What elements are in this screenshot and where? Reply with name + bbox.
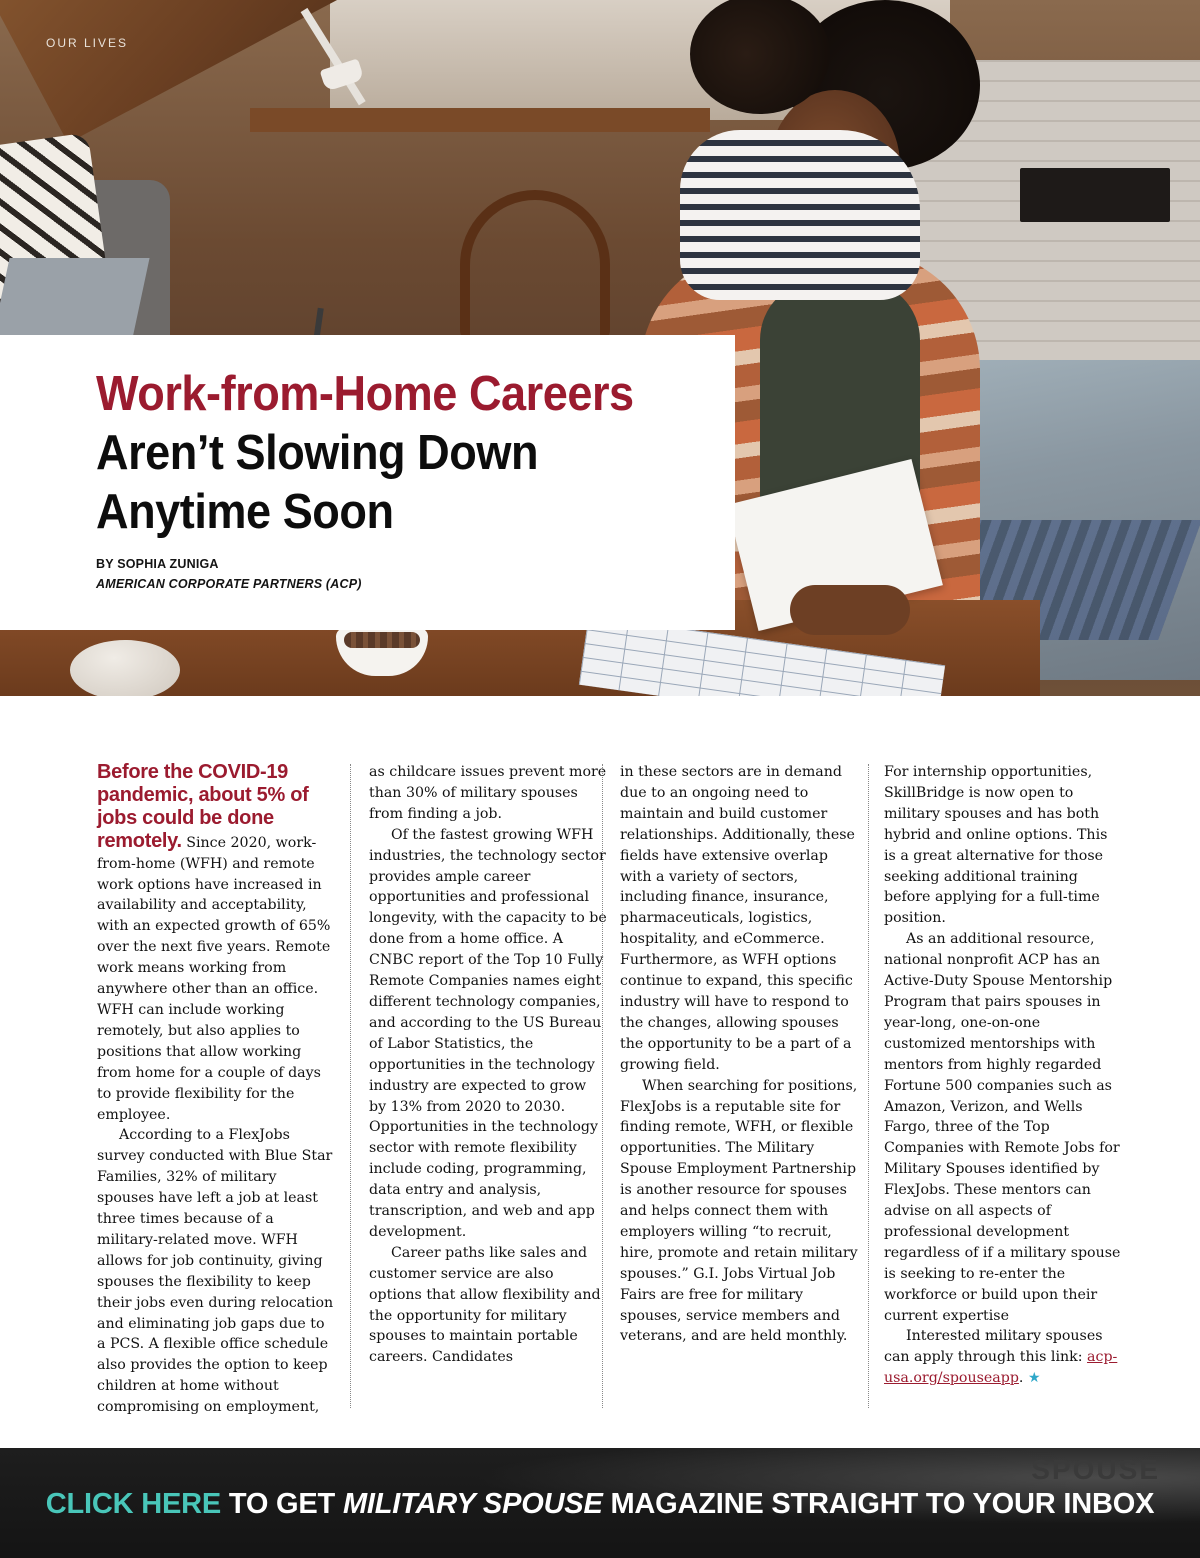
article-column-1 — [97, 762, 335, 1418]
lead-in: Before the COVID-19 pandemic, about 5% of jobs could be done remotely. — [97, 761, 309, 852]
subscribe-banner[interactable] — [0, 1448, 1200, 1558]
paragraph: For internship opportunities, SkillBridge is now open to military spouses and has both hybrid and online options. This is a great alternative for those seeking additional training before applying for a full-time position. — [884, 764, 1108, 927]
title-card — [0, 335, 735, 630]
byline — [96, 554, 362, 594]
paragraph: When searching for positions, FlexJobs is a reputable site for finding remote, WFH, or flexible opportunities. The Military Spouse Employment Partnership is another resource for spouses and helps connect them with employers willing “to recruit, hire, promote and retain military spouses.” G.I. Jobs Virtual Job Fairs are free for military spouses, service members and veterans, and are held monthly. — [620, 1077, 858, 1345]
paragraph: Interested military spouses can apply through this link: acp-usa.org/spouseapp. ★ — [884, 1328, 1118, 1387]
paragraph: Of the fastest growing WFH industries, the technology sector provides ample career opportunities and professional longevity, with the capacity to be done from a home office. A CNBC report of the Top 10 Fully Remote Companies names eight different technology companies, and according to the US Bureau of Labor Statistics, the opportunities in the technology industry are expected to grow by 13% from 2020 to 2030. Opportunities in the technology sector with remote flexibility include coding, programming, data entry and analysis, transcription, and web and app development. — [369, 826, 607, 1240]
signup-link[interactable]: acp-usa.org/spouseapp — [884, 1349, 1118, 1387]
photo-cup — [70, 640, 180, 696]
article-column-2 — [369, 762, 607, 1368]
banner-text-before: TO GET — [228, 1488, 336, 1520]
photo-shelf — [250, 108, 710, 132]
paragraph-text: Since 2020, work-from-home (WFH) and remote work options have increased in availability and acceptability, with an expected growth of 65% over the next five years. Remote work means working from anywhere other than an office. WFH can include working remotely, but also applies to positions that allow working from home for a couple of days to provide flexibility for the employee. — [97, 834, 331, 1123]
photo-chair — [460, 190, 610, 340]
section-label: OUR LIVES — [46, 36, 129, 50]
banner-text — [0, 1488, 1200, 1521]
byline-organization: AMERICAN CORPORATE PARTNERS (ACP) — [96, 577, 362, 591]
banner-magazine-name: MILITARY SPOUSE — [342, 1488, 603, 1520]
paragraph — [97, 762, 335, 1125]
paragraph: As an additional resource, national nonprofit ACP has an Active-Duty Spouse Mentorship Program that pairs spouses in year-long, one-on-one customized mentorships with mentors from highly regarded Fortune 500 companies such as Amazon, Verizon, and Wells Fargo, three of the Top Companies with Remote Jobs for Military Spouses identified by FlexJobs. These mentors can advise on all aspects of professional development regardless of if a military spouse is seeking to re-enter the workforce or build upon their current expertise — [884, 931, 1121, 1324]
byline-author: BY SOPHIA ZUNIGA — [96, 557, 219, 571]
paragraph: as childcare issues prevent more than 30% of military spouses from finding a job. — [369, 764, 607, 822]
column-divider — [868, 764, 869, 1408]
paragraph-text: Interested military spouses can apply through this link: — [884, 1328, 1103, 1366]
article-column-3 — [620, 762, 858, 1347]
click-here-link[interactable]: CLICK HERE — [45, 1488, 221, 1520]
paragraph: in these sectors are in demand due to an ongoing need to maintain and build customer relationships. Additionally, these fields have extensive overlap with a variety of sectors, including finance, insurance, pharmaceuticals, logistics, hospitality, and eCommerce. Furthermore, as WFH options continue to expand, this specific industry will have to respond to the changes, allowing spouses the opportunity to be a part of a growing field. — [620, 764, 855, 1073]
banner-text-after: MAGAZINE STRAIGHT TO YOUR INBOX — [610, 1488, 1155, 1520]
end-star-icon: ★ — [1027, 1370, 1041, 1387]
photo-hand — [790, 585, 910, 635]
paragraph: According to a FlexJobs survey conducted with Blue Star Families, 32% of military spouses have left a job at least three times because of a military-related move. WFH allows for job continuity, giving spouses the flexibility to keep their jobs even during relocation and eliminating job gaps due to a PCS. A flexible office schedule also provides the option to keep children at home without compromising on employment, — [97, 1127, 334, 1416]
photo-child-striped-shirt — [680, 130, 920, 300]
headline — [96, 365, 648, 542]
paragraph: Career paths like sales and customer service are also options that allow flexibility and the opportunity for military spouses to maintain portable careers. Candidates — [369, 1244, 601, 1366]
photo-fireplace — [1020, 168, 1170, 222]
column-divider — [350, 764, 351, 1408]
headline-rest: Aren’t Slowing Down Anytime Soon — [96, 426, 539, 539]
photo-bowl-food — [344, 632, 420, 648]
headline-accent: Work-from-Home Careers — [96, 367, 634, 421]
banner-background-magazine: SPOUSE — [1031, 1454, 1160, 1485]
article-column-4 — [884, 762, 1122, 1389]
